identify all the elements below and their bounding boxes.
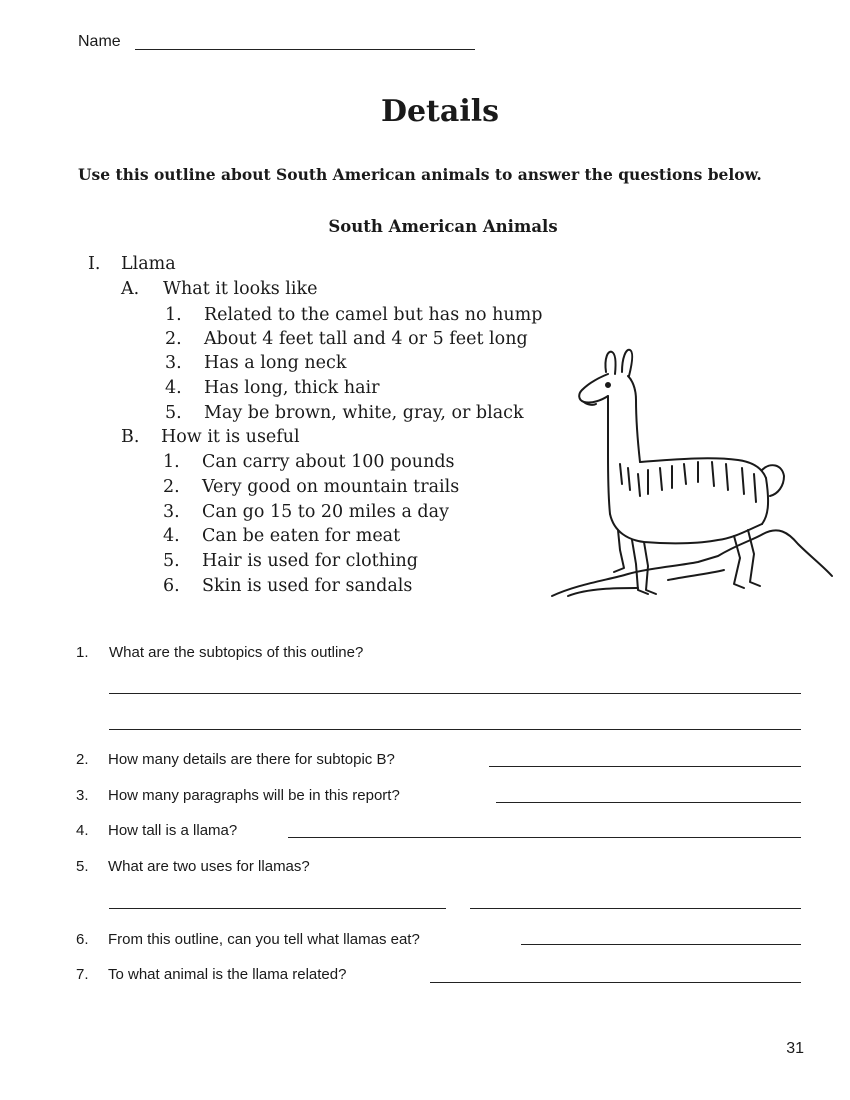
question-text: How many details are there for subtopic B? <box>108 751 395 768</box>
outline-subtopic-label: What it looks like <box>163 279 318 299</box>
outline-detail: Skin is used for sandals <box>202 576 413 596</box>
question-text: To what animal is the llama related? <box>108 966 347 983</box>
outline-detail: Can carry about 100 pounds <box>202 452 455 472</box>
name-answer-line[interactable] <box>135 49 475 50</box>
outline-detail: Can go 15 to 20 miles a day <box>202 502 449 522</box>
question-number: 4. <box>76 822 89 839</box>
instruction-text: Use this outline about South American animals to answer the questions below. <box>78 165 762 184</box>
outline-detail: Related to the camel but has no hump <box>204 305 543 325</box>
outline-detail-marker: 5. <box>163 551 180 571</box>
answer-line[interactable] <box>489 766 801 767</box>
outline-detail: Can be eaten for meat <box>202 526 401 546</box>
outline-detail-marker: 4. <box>163 526 180 546</box>
answer-line[interactable] <box>430 982 801 983</box>
outline-detail: Hair is used for clothing <box>202 551 418 571</box>
outline-subtopic-marker: B. <box>121 427 140 447</box>
outline-subtopic-label: How it is useful <box>161 427 300 447</box>
question-text: What are two uses for llamas? <box>108 858 310 875</box>
answer-line[interactable] <box>288 837 801 838</box>
outline-detail: Has a long neck <box>204 353 347 373</box>
question-number: 7. <box>76 966 89 983</box>
outline-detail-marker: 3. <box>163 502 180 522</box>
outline-detail: May be brown, white, gray, or black <box>204 403 524 423</box>
outline-detail-marker: 5. <box>165 403 182 423</box>
outline-subtopic-marker: A. <box>121 279 140 299</box>
question-text: What are the subtopics of this outline? <box>109 644 364 661</box>
question-number: 2. <box>76 751 89 768</box>
outline-topic-marker: I. <box>88 254 101 274</box>
outline-detail-marker: 2. <box>165 329 182 349</box>
outline-detail-marker: 6. <box>163 576 180 596</box>
question-number: 5. <box>76 858 89 875</box>
answer-line[interactable] <box>496 802 801 803</box>
outline-detail-marker: 2. <box>163 477 180 497</box>
answer-line[interactable] <box>109 693 801 694</box>
outline-detail: Very good on mountain trails <box>202 477 460 497</box>
outline-topic-label: Llama <box>121 254 176 274</box>
outline-heading: South American Animals <box>328 217 558 236</box>
name-label: Name <box>78 33 121 50</box>
question-number: 1. <box>76 644 89 661</box>
outline-detail: Has long, thick hair <box>204 378 380 398</box>
page-title: Details <box>380 94 500 129</box>
question-text: How many paragraphs will be in this report? <box>108 787 400 804</box>
outline-detail-marker: 3. <box>165 353 182 373</box>
answer-line[interactable] <box>521 944 801 945</box>
question-number: 6. <box>76 931 89 948</box>
question-text: From this outline, can you tell what llamas eat? <box>108 931 420 948</box>
outline-detail-marker: 4. <box>165 378 182 398</box>
page-number: 31 <box>786 1040 804 1057</box>
question-text: How tall is a llama? <box>108 822 238 839</box>
answer-line[interactable] <box>109 729 801 730</box>
outline-detail-marker: 1. <box>163 452 180 472</box>
answer-line[interactable] <box>109 908 446 909</box>
question-number: 3. <box>76 787 89 804</box>
outline-detail: About 4 feet tall and 4 or 5 feet long <box>204 329 528 349</box>
llama-illustration-icon <box>548 344 838 604</box>
answer-line[interactable] <box>470 908 801 909</box>
outline-detail-marker: 1. <box>165 305 182 325</box>
